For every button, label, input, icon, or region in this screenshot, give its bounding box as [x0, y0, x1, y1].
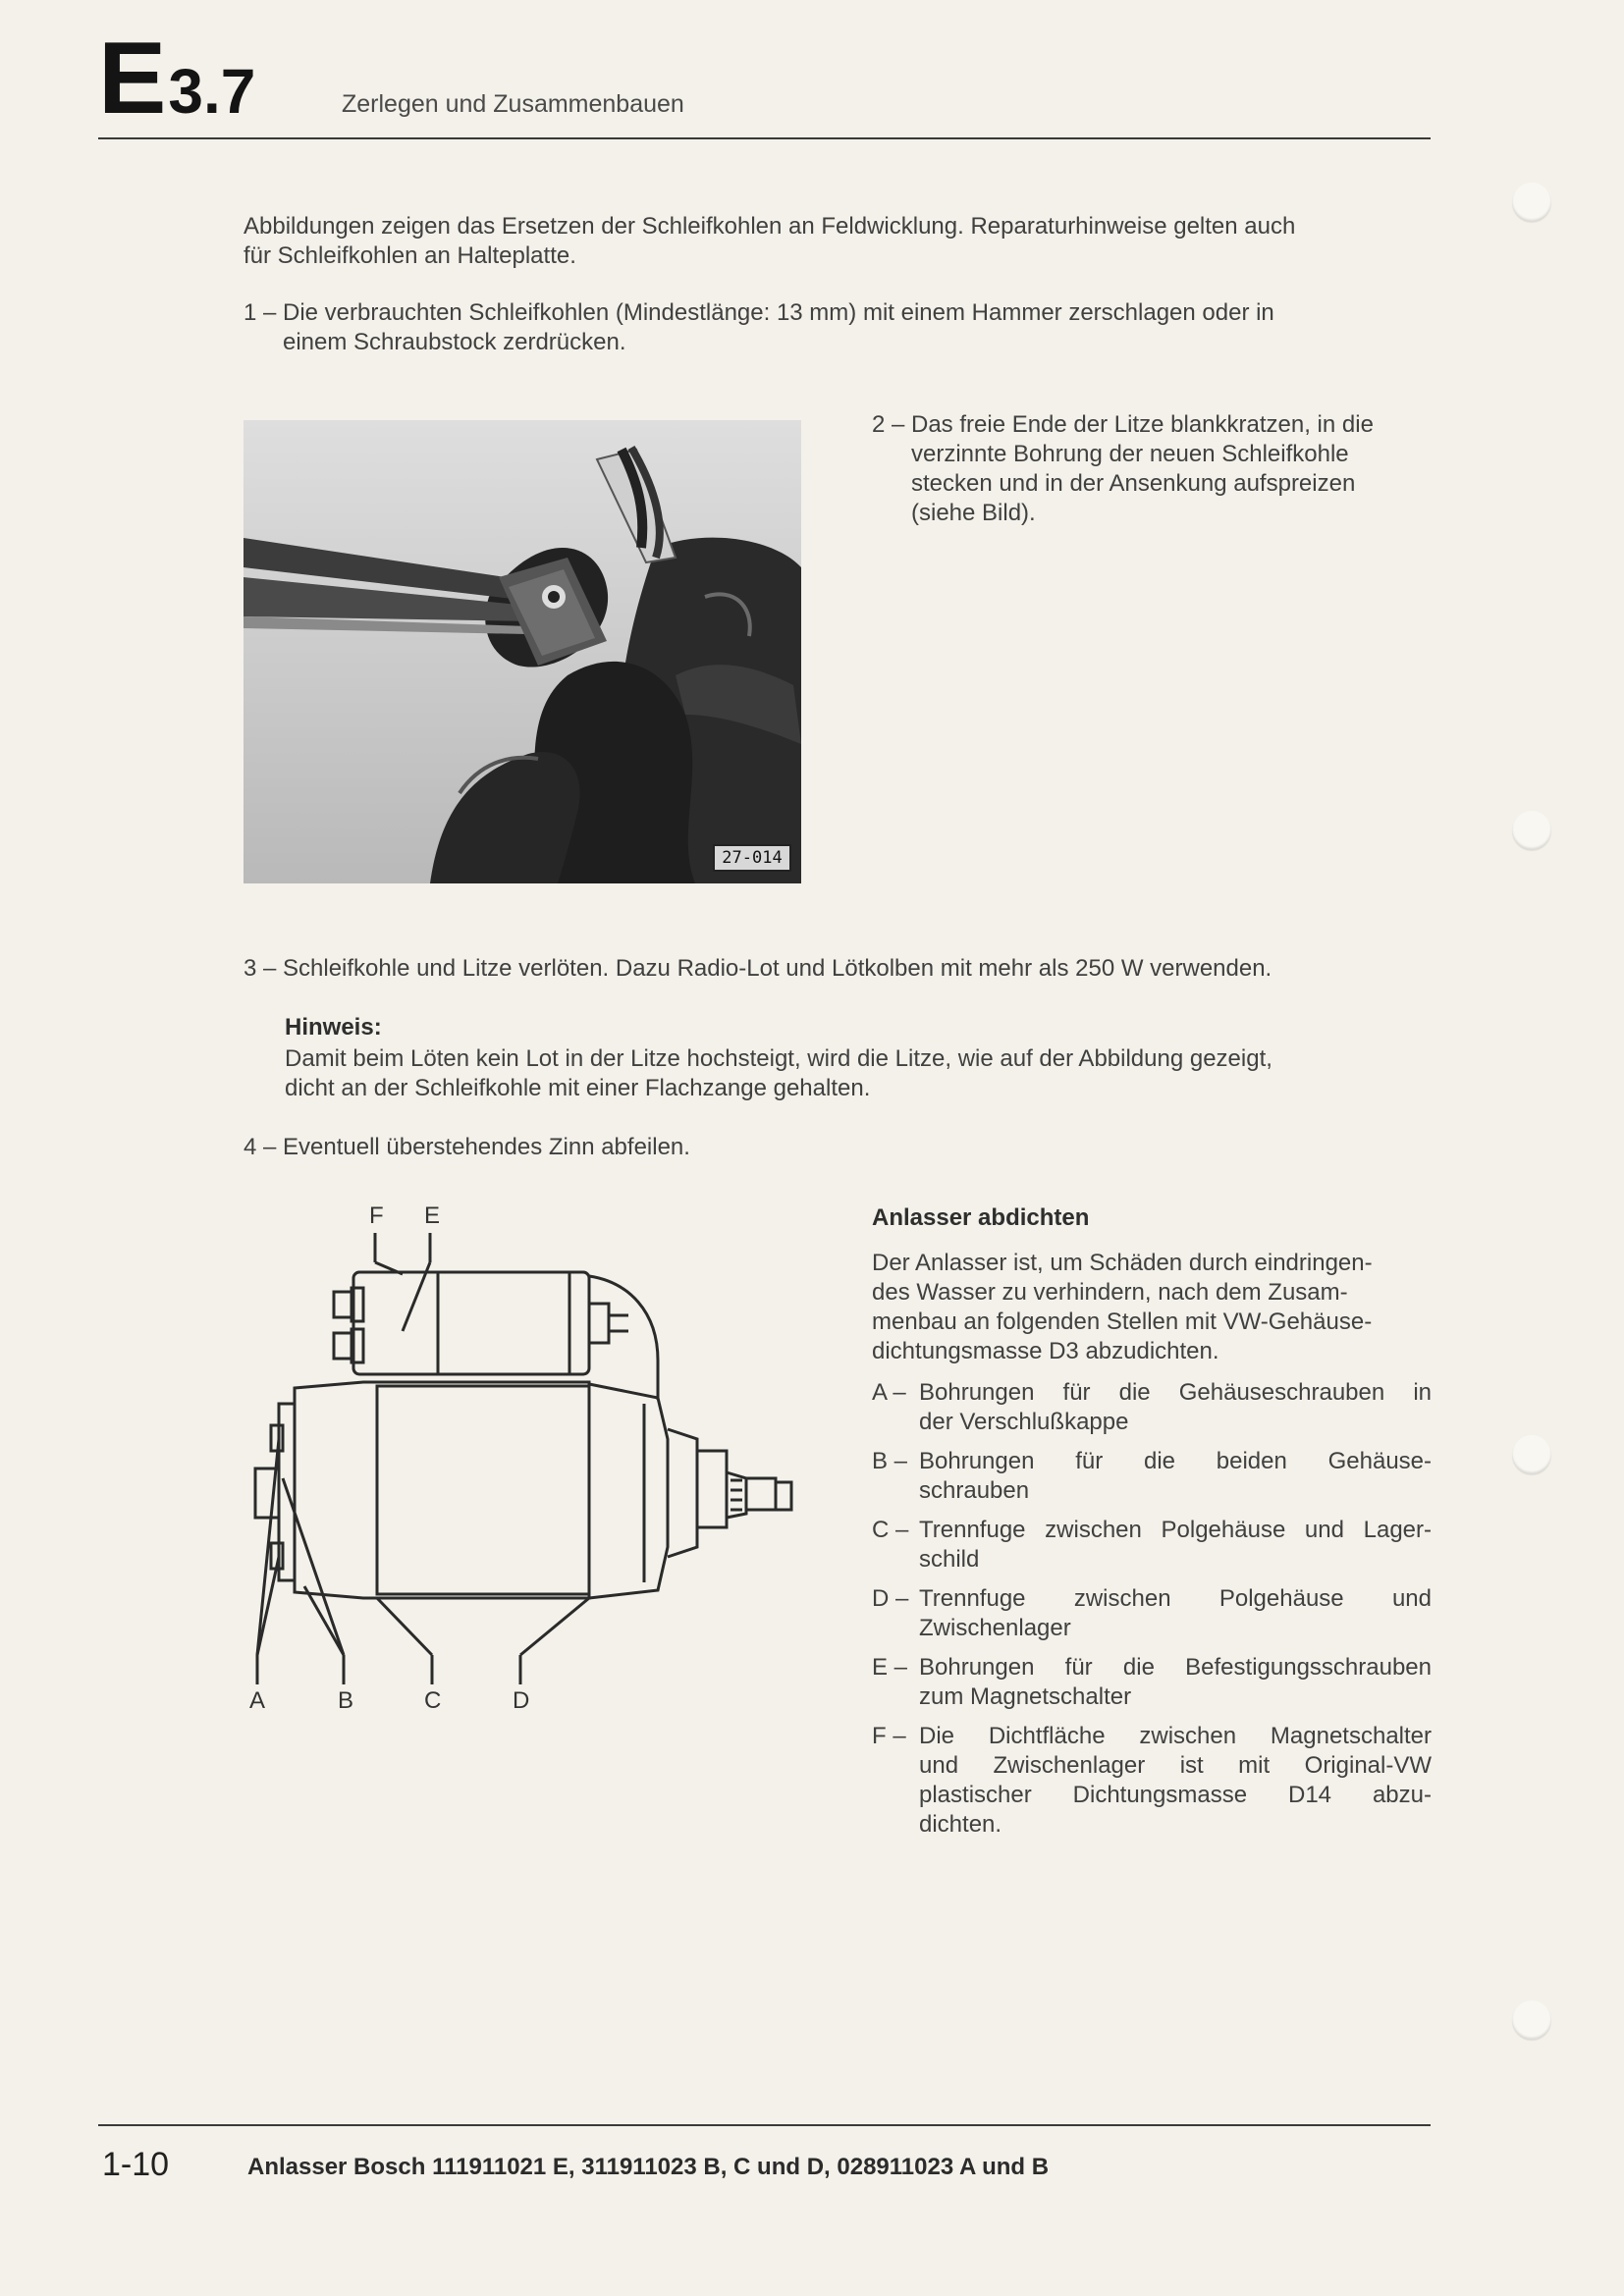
binder-hole [1512, 2001, 1551, 2040]
item-line: schild [919, 1546, 980, 1573]
item-key: A – [872, 1379, 906, 1406]
diagram-label-f: F [369, 1202, 384, 1229]
section-code [98, 22, 256, 135]
diagram-label-d: D [513, 1687, 530, 1714]
sealing-item-b [872, 1447, 1432, 1506]
note-line-2: dicht an der Schleifkohle mit einer Flachzange gehalten. [285, 1075, 871, 1101]
note-line-1: Damit beim Löten kein Lot in der Litze hochsteigt, wird die Litze, wie auf der Abbildung gezeigt, [285, 1045, 1272, 1072]
footer-title: Anlasser Bosch 111911021 E, 311911023 B, C und D, 028911023 A und B [247, 2154, 1050, 2180]
item-line: dichten. [919, 1811, 1002, 1838]
brush-soldering-photo [244, 420, 801, 883]
step-2-number: 2 – [872, 411, 905, 438]
item-key: D – [872, 1585, 909, 1612]
item-line: Trennfuge zwischen Polgehäuse und Lager- [919, 1517, 1432, 1543]
step-2-line-2: verzinnte Bohrung der neuen Schleifkohle [911, 441, 1349, 467]
binder-hole [1512, 811, 1551, 850]
sealing-intro-line-2: des Wasser zu verhindern, nach dem Zusam- [872, 1279, 1348, 1306]
footer-rule [98, 2124, 1431, 2126]
step-1-line-2: einem Schraubstock zerdrücken. [283, 329, 626, 355]
binder-hole [1512, 183, 1551, 222]
item-line: zum Magnetschalter [919, 1683, 1132, 1710]
item-line: Bohrungen für die Befestigungsschrauben [919, 1654, 1432, 1681]
binder-hole [1512, 1435, 1551, 1474]
step-4-number: 4 – [244, 1134, 277, 1160]
item-line: Bohrungen für die Gehäuseschrauben in [919, 1379, 1432, 1406]
sealing-intro-line-1: Der Anlasser ist, um Schäden durch eindringen- [872, 1250, 1373, 1276]
intro-line-2: für Schleifkohlen an Halteplatte. [244, 242, 576, 269]
step-3-number: 3 – [244, 955, 277, 982]
item-line: Bohrungen für die beiden Gehäuse- [919, 1448, 1432, 1474]
item-line: Zwischenlager [919, 1615, 1071, 1641]
diagram-label-e: E [424, 1202, 441, 1229]
item-key: F – [872, 1723, 906, 1749]
sealing-intro-line-3: menbau an folgenden Stellen mit VW-Gehäuse- [872, 1308, 1373, 1335]
step-1-number: 1 – [244, 299, 277, 326]
step-2-line-3: stecken und in der Ansenkung aufspreizen [911, 470, 1356, 497]
sealing-item-d [872, 1584, 1432, 1643]
diagram-label-c: C [424, 1687, 442, 1714]
note-heading: Hinweis: [285, 1014, 382, 1041]
sealing-intro-line-4: dichtungsmasse D3 abzudichten. [872, 1338, 1219, 1364]
item-line: schrauben [919, 1477, 1030, 1504]
diagram-label-a: A [249, 1687, 266, 1714]
item-key: C – [872, 1517, 909, 1543]
item-key: B – [872, 1448, 908, 1474]
item-key: E – [872, 1654, 908, 1681]
item-line: und Zwischenlager ist mit Original-VW [919, 1752, 1432, 1779]
step-2-line-4: (siehe Bild). [911, 500, 1036, 526]
step-3-line-1: Schleifkohle und Litze verlöten. Dazu Radio-Lot und Lötkolben mit mehr als 250 W verwenden. [283, 955, 1272, 982]
item-line: plastischer Dichtungsmasse D14 abzu- [919, 1782, 1432, 1808]
sealing-item-a [872, 1378, 1432, 1437]
page-number: 1-10 [102, 2146, 170, 2183]
section-title: Zerlegen und Zusammenbauen [342, 90, 684, 118]
step-1-line-1: Die verbrauchten Schleifkohlen (Mindestlänge: 13 mm) mit einem Hammer zerschlagen oder in [283, 299, 1274, 326]
photo-reference-label: 27-014 [713, 844, 791, 872]
sealing-item-e [872, 1653, 1432, 1712]
item-line: Trennfuge zwischen Polgehäuse und [919, 1585, 1432, 1612]
item-line: Die Dichtfläche zwischen Magnetschalter [919, 1723, 1432, 1749]
step-2-line-1: Das freie Ende der Litze blankkratzen, in die [911, 411, 1374, 438]
sealing-item-c [872, 1516, 1432, 1575]
step-4-line-1: Eventuell überstehendes Zinn abfeilen. [283, 1134, 690, 1160]
item-line: der Verschlußkappe [919, 1409, 1129, 1435]
header-rule [98, 137, 1431, 139]
starter-motor-diagram [236, 1194, 844, 1724]
sealing-heading: Anlasser abdichten [872, 1204, 1090, 1231]
diagram-label-b: B [338, 1687, 354, 1714]
sealing-item-f [872, 1722, 1432, 1840]
section-letter: E [98, 22, 165, 135]
intro-line-1: Abbildungen zeigen das Ersetzen der Schleifkohlen an Feldwicklung. Reparaturhinweise gelten auch [244, 213, 1296, 240]
section-number: 3.7 [168, 56, 256, 127]
